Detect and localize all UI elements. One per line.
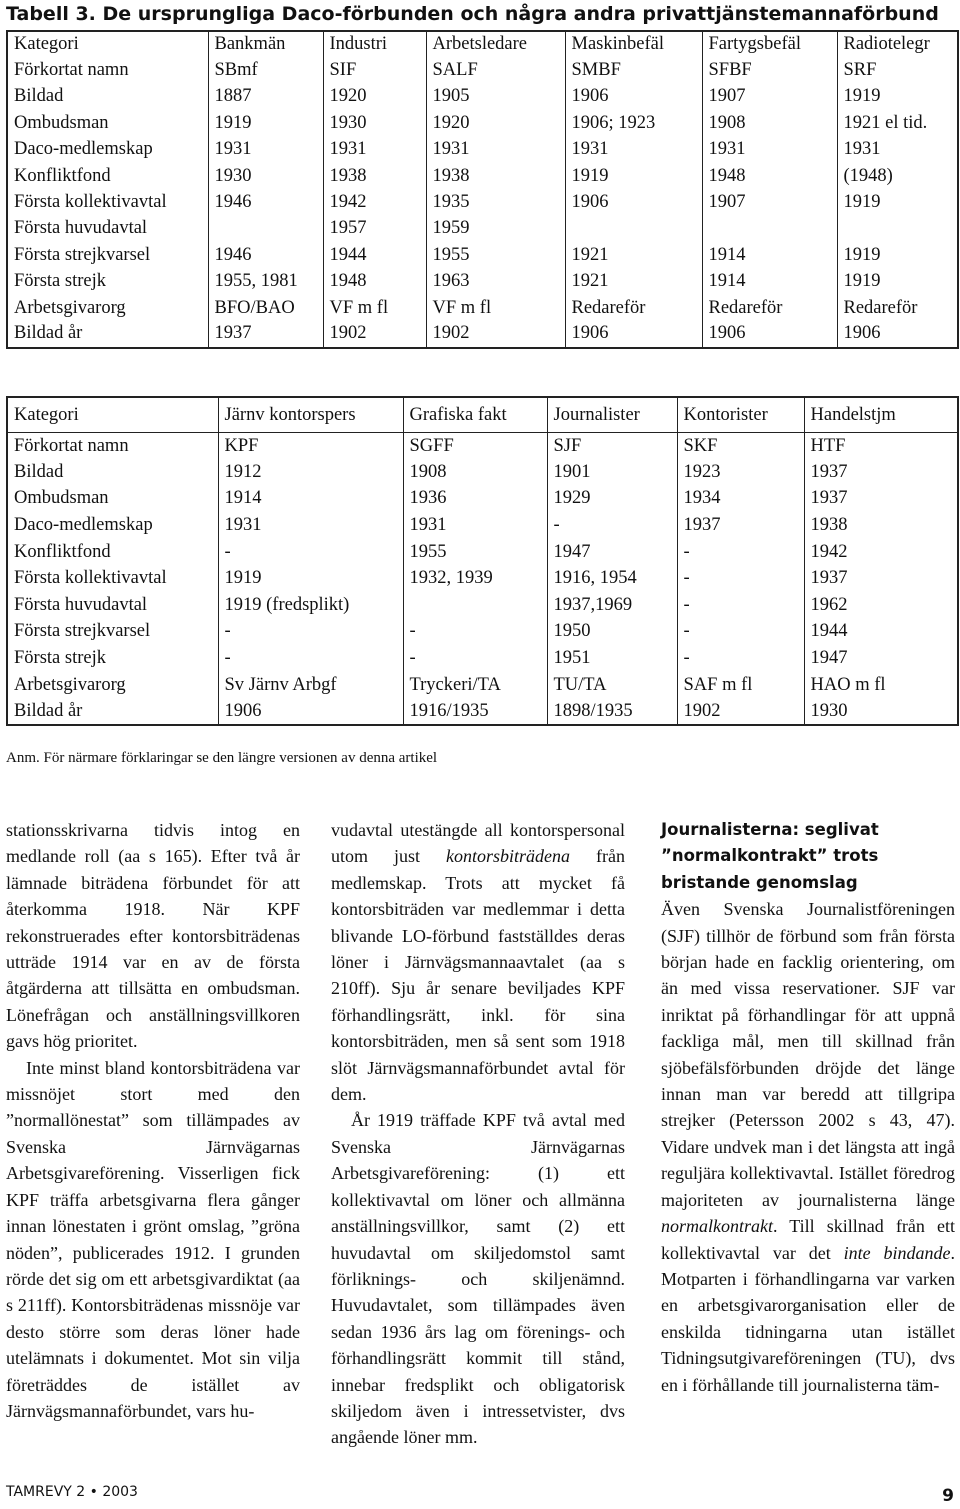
table-cell: 1906 <box>565 321 702 347</box>
table-cell: SMBF <box>565 57 702 83</box>
row-label-cell: Daco-medlemskap <box>7 512 218 539</box>
table-row <box>7 295 958 321</box>
table-cell: 1902 <box>677 698 804 725</box>
table-cell: 1908 <box>403 459 547 486</box>
table-cell: 1944 <box>804 619 958 646</box>
table-cell: - <box>218 619 403 646</box>
table-cell: 1919 <box>208 110 323 136</box>
table-cell: 1901 <box>547 459 677 486</box>
table-cell: 1936 <box>403 486 547 513</box>
page-number: 9 <box>942 1486 954 1506</box>
table-cell: 1907 <box>702 189 837 215</box>
table-cell: 1955 <box>403 539 547 566</box>
table-caption: Tabell 3. De ursprungliga Daco-förbunden och några andra privattjänstemannaförbund <box>6 3 939 25</box>
row-label-cell: Arbetsgivarorg <box>7 672 218 699</box>
table-cell: Redareför <box>702 295 837 321</box>
table-cell: 1931 <box>403 512 547 539</box>
table-cell: Redareför <box>565 295 702 321</box>
table-cell: 1921 <box>565 269 702 295</box>
table-cell: 1946 <box>208 189 323 215</box>
table-other-unions <box>6 396 959 726</box>
table-row <box>7 189 958 215</box>
table-cell: 1919 <box>837 269 958 295</box>
row-label-cell: Första strejkvarsel <box>7 619 218 646</box>
row-label-cell: Bildad år <box>7 321 208 347</box>
table-cell: 1929 <box>547 486 677 513</box>
table-cell: Radiotelegr <box>837 31 958 57</box>
table-cell: Järnv kontorspers <box>218 397 403 433</box>
table-header-row <box>7 31 958 57</box>
row-label-cell: Daco-medlemskap <box>7 137 208 163</box>
text-run: vudavtal utestängde all kontorspersonal utom just <box>331 820 625 867</box>
table-cell: 1944 <box>323 242 426 268</box>
table-cell: 1931 <box>702 137 837 163</box>
row-label-cell: Första strejk <box>7 269 208 295</box>
text-run: från medlemskap. Trots att mycket få kontorsbiträden var medlemmar i detta blivande LO-förbund fastställdes deras löner i Järnvägsmannaavtalet (aa s 210ff). Sju år senare beviljades KPF förhandlingsrätt, inkl. för sina kontorsbiträden, men så sent som 1918 slöt Järnvägsmannaförbundet avtal för dem. <box>331 846 625 1105</box>
table-cell: 1931 <box>837 137 958 163</box>
paragraph <box>331 817 625 1107</box>
table-cell: 1906 <box>565 189 702 215</box>
row-label-cell: Första strejk <box>7 645 218 672</box>
table-cell: 1931 <box>426 137 565 163</box>
table-cell: 1914 <box>702 269 837 295</box>
table-cell: 1919 <box>837 189 958 215</box>
table-cell: 1908 <box>702 110 837 136</box>
table-cell: Industri <box>323 31 426 57</box>
table-cell: 1935 <box>426 189 565 215</box>
row-label-cell: Ombudsman <box>7 110 208 136</box>
table-row <box>7 486 958 513</box>
article-column-1 <box>6 817 300 1424</box>
table-cell: 1898/1935 <box>547 698 677 725</box>
table-cell: 1920 <box>323 84 426 110</box>
table-cell: Handelstjm <box>804 397 958 433</box>
table-cell: 1931 <box>218 512 403 539</box>
table-cell: - <box>677 539 804 566</box>
table-cell: - <box>218 645 403 672</box>
table-cell: 1962 <box>804 592 958 619</box>
table-cell: SRF <box>837 57 958 83</box>
table-cell: (1948) <box>837 163 958 189</box>
table-cell: 1950 <box>547 619 677 646</box>
row-label-cell: Första kollektivavtal <box>7 565 218 592</box>
row-label-cell: Kategori <box>7 397 218 433</box>
row-label-cell: Förkortat namn <box>7 57 208 83</box>
table-cell: 1959 <box>426 216 565 242</box>
row-label-cell: Första strejkvarsel <box>7 242 208 268</box>
row-label-cell: Första huvudavtal <box>7 592 218 619</box>
article-column-2 <box>331 817 625 1451</box>
table-cell: 1905 <box>426 84 565 110</box>
table-row <box>7 619 958 646</box>
table-cell: KPF <box>218 433 403 460</box>
table-cell: 1947 <box>804 645 958 672</box>
table-cell: 1906; 1923 <box>565 110 702 136</box>
table-cell: Fartygsbefäl <box>702 31 837 57</box>
table-cell <box>837 216 958 242</box>
table-cell: SJF <box>547 433 677 460</box>
table-cell: 1932, 1939 <box>403 565 547 592</box>
row-label-cell: Konfliktfond <box>7 539 218 566</box>
table-cell: - <box>403 619 547 646</box>
table-row <box>7 645 958 672</box>
table-cell: 1920 <box>426 110 565 136</box>
table-cell: HTF <box>804 433 958 460</box>
table-cell: Maskinbefäl <box>565 31 702 57</box>
table-row <box>7 137 958 163</box>
paragraph: stationsskrivarna tidvis intog en medlande roll (aa s 165). Efter två år lämnade biträdena förbundet för att återkomma 1918. När KPF rekonstruerades efter kontorsbiträdenas utträde 1914 var en av de första åtgärderna att tillsätta en ombudsman. Lönefrågan och anställningsvillkoren gavs hög prioritet. <box>6 820 300 1052</box>
article-column-3 <box>661 817 955 1398</box>
row-label-cell: Bildad <box>7 84 208 110</box>
table-daco-unions <box>6 30 959 349</box>
table-cell: Kontorister <box>677 397 804 433</box>
italic-term: kontorsbiträdena <box>446 846 571 867</box>
table-cell: 1937 <box>208 321 323 347</box>
table-cell: 1914 <box>218 486 403 513</box>
italic-term: normalkontrakt <box>661 1216 773 1237</box>
row-label-cell: Ombudsman <box>7 486 218 513</box>
table-row <box>7 163 958 189</box>
table-cell: Journalister <box>547 397 677 433</box>
table-cell: 1942 <box>323 189 426 215</box>
table-cell: Sv Järnv Arbgf <box>218 672 403 699</box>
table-cell: 1902 <box>323 321 426 347</box>
table-cell: 1937 <box>804 486 958 513</box>
table-cell: 1923 <box>677 459 804 486</box>
table-row <box>7 321 958 347</box>
table-row <box>7 539 958 566</box>
table-cell: 1938 <box>323 163 426 189</box>
table-cell: BFO/BAO <box>208 295 323 321</box>
table-cell: 1914 <box>702 242 837 268</box>
paragraph <box>661 896 955 1398</box>
table-cell <box>208 216 323 242</box>
table-cell: 1947 <box>547 539 677 566</box>
table-cell: 1906 <box>702 321 837 347</box>
table-cell: - <box>677 592 804 619</box>
row-label-cell: Konfliktfond <box>7 163 208 189</box>
row-label-cell: Första kollektivavtal <box>7 189 208 215</box>
table-cell: 1930 <box>323 110 426 136</box>
section-heading: Journalisterna: seglivat ”normalkontrakt” trots bristande genomslag <box>661 820 879 892</box>
table-note: Anm. För närmare förklaringar se den längre versionen av denna artikel <box>6 750 438 766</box>
table-row <box>7 512 958 539</box>
table-cell: 1931 <box>565 137 702 163</box>
table-cell: 1937 <box>804 459 958 486</box>
table-cell <box>565 216 702 242</box>
table-cell <box>702 216 837 242</box>
table-cell: SFBF <box>702 57 837 83</box>
table-cell: 1919 <box>837 242 958 268</box>
table-cell: HAO m fl <box>804 672 958 699</box>
table-cell: 1938 <box>804 512 958 539</box>
table-cell: SBmf <box>208 57 323 83</box>
row-label-cell: Arbetsgivarorg <box>7 295 208 321</box>
table-cell: SIF <box>323 57 426 83</box>
table-cell: Redareför <box>837 295 958 321</box>
table-cell: 1942 <box>804 539 958 566</box>
row-label-cell: Kategori <box>7 31 208 57</box>
table-cell: Arbetsledare <box>426 31 565 57</box>
table-cell: - <box>218 539 403 566</box>
table-cell: - <box>403 645 547 672</box>
table-cell: 1921 <box>565 242 702 268</box>
table-cell: 1916/1935 <box>403 698 547 725</box>
table-cell: 1948 <box>323 269 426 295</box>
table-row <box>7 84 958 110</box>
table-cell: 1907 <box>702 84 837 110</box>
table-cell: 1963 <box>426 269 565 295</box>
table-cell: Tryckeri/TA <box>403 672 547 699</box>
table-cell: 1919 <box>218 565 403 592</box>
table-cell: 1887 <box>208 84 323 110</box>
table-cell: - <box>547 512 677 539</box>
table-cell: 1930 <box>208 163 323 189</box>
journal-footer: TAMREVY 2 • 2003 <box>6 1484 138 1500</box>
table-row <box>7 459 958 486</box>
table-row <box>7 565 958 592</box>
row-label-cell: Bildad år <box>7 698 218 725</box>
table-cell: 1919 <box>837 84 958 110</box>
table-cell: 1948 <box>702 163 837 189</box>
italic-term: inte bindande <box>843 1242 951 1263</box>
table-row <box>7 433 958 460</box>
table-cell: - <box>677 645 804 672</box>
table-cell: Grafiska fakt <box>403 397 547 433</box>
table-cell: VF m fl <box>426 295 565 321</box>
table-row <box>7 57 958 83</box>
table-cell: 1902 <box>426 321 565 347</box>
text-run: . Motparten i förhandlingarna var varken en arbetsgivarorganisation eller de enskilda tidningarna utan istället Tidningsutgivareföreningen (TU), dvs en i förhållande till journalisterna täm- <box>661 1242 955 1395</box>
table-header-row <box>7 397 958 433</box>
table-cell: 1934 <box>677 486 804 513</box>
table-cell: 1937 <box>677 512 804 539</box>
table-cell: 1916, 1954 <box>547 565 677 592</box>
table-row <box>7 216 958 242</box>
table-cell: 1955, 1981 <box>208 269 323 295</box>
paragraph: År 1919 träffade KPF två avtal med Svenska Järnvägarnas Arbetsgivareförening: (1) ett kollektivavtal om löner och allmänna anställningsvillkor, samt (2) ett huvudavtal om skiljedomstol samt förliknings- och skiljenämnd. Huvudavtalet, som tillämpades även sedan 1936 års lag om förenings- och förhandlingsrätt kommit till stånd, innebar fredsplikt och obligatorisk skiljedom även i intressetvister, dvs angående löner mm. <box>331 1110 625 1448</box>
table-cell: 1906 <box>218 698 403 725</box>
table-cell: VF m fl <box>323 295 426 321</box>
table-cell: - <box>677 619 804 646</box>
row-label-cell: Förkortat namn <box>7 433 218 460</box>
table-cell <box>403 592 547 619</box>
table-cell: 1957 <box>323 216 426 242</box>
table-cell: 1919 (fredsplikt) <box>218 592 403 619</box>
text-run: . Till skillnad från ett kollektivavtal var det <box>661 1216 955 1263</box>
table-cell: 1931 <box>208 137 323 163</box>
table-cell: 1906 <box>565 84 702 110</box>
table-cell: 1951 <box>547 645 677 672</box>
table-cell: SAF m fl <box>677 672 804 699</box>
row-label-cell: Första huvudavtal <box>7 216 208 242</box>
table-cell: SKF <box>677 433 804 460</box>
table-cell: 1946 <box>208 242 323 268</box>
table-cell: 1955 <box>426 242 565 268</box>
table-cell: 1938 <box>426 163 565 189</box>
table-cell: Bankmän <box>208 31 323 57</box>
table-cell: 1912 <box>218 459 403 486</box>
paragraph: Inte minst bland kontorsbiträdena var missnöjet stort med den ”normallönestat” som tillämpades av Svenska Järnvägarnas Arbetsgivareförening. Visserligen fick KPF träffa arbetsgivarna flera gånger innan lönestaten i grönt omslag, ”gröna nöden”, publicerades 1912. I grunden rörde det sig om ett arbetsgivardiktat (aa s 211ff). Kontorsbiträdenas missnöje var desto större som deras löner hade utelämnats i dokumentet. Mot sin vilja företräddes de istället av Järnvägsmannaförbundet, vars hu- <box>6 1057 300 1421</box>
table-row <box>7 110 958 136</box>
row-label-cell: Bildad <box>7 459 218 486</box>
table-cell: 1931 <box>323 137 426 163</box>
table-cell: 1930 <box>804 698 958 725</box>
table-cell: SALF <box>426 57 565 83</box>
table-cell: 1906 <box>837 321 958 347</box>
table-cell: TU/TA <box>547 672 677 699</box>
table-cell: 1919 <box>565 163 702 189</box>
table-row <box>7 242 958 268</box>
table-cell: 1921 el tid. <box>837 110 958 136</box>
table-row <box>7 672 958 699</box>
table-cell: 1937 <box>804 565 958 592</box>
table-row <box>7 698 958 725</box>
table-cell: 1937,1969 <box>547 592 677 619</box>
table-row <box>7 269 958 295</box>
text-run: Även Svenska Journalistföreningen (SJF) tillhör de förbund som från första början hade en facklig orientering, om än med vissa reservationer. SJF var inriktat på förhandlingar för att uppnå fackliga mål, men till skillnad från sjöbefälsförbunden dröjde det länge innan man var beredd att tillgripa strejker (Petersson 2002 s 43, 47). Vidare undvek man i det längsta att ingå reguljära kollektivavtal. Istället föredrog majoriteten av journalisterna länge <box>661 899 955 1210</box>
table-cell: - <box>677 565 804 592</box>
table-row <box>7 592 958 619</box>
table-cell: SGFF <box>403 433 547 460</box>
